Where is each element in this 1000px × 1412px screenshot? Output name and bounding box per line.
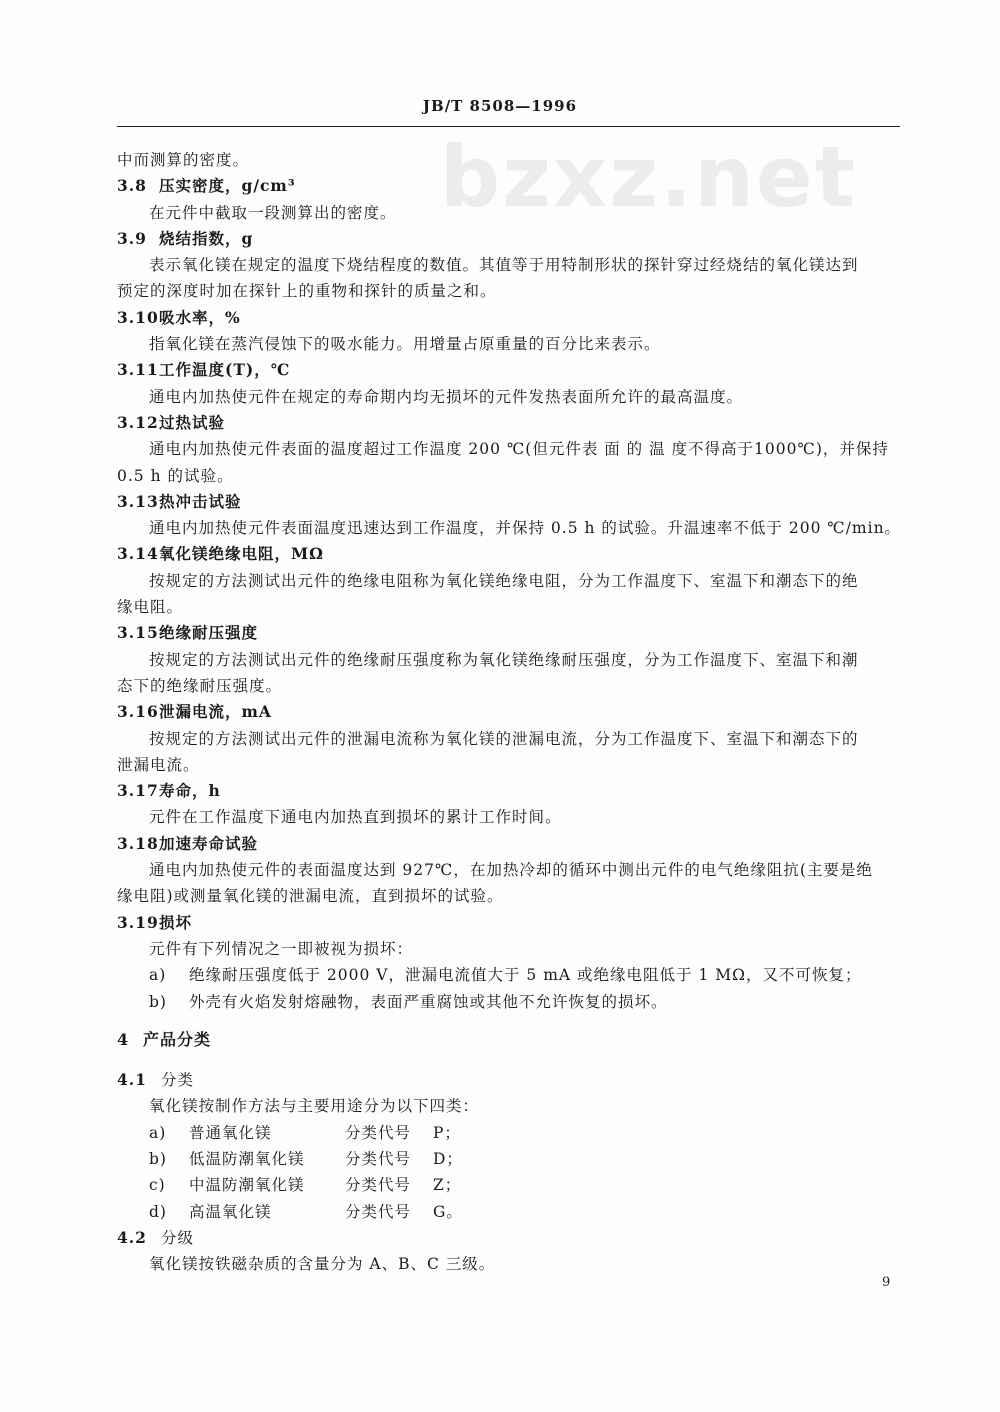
clause-heading [117,541,907,567]
clause-heading [117,699,907,725]
list-marker: b) [149,992,167,1011]
clause-title: 氧化镁绝缘电阻，MΩ [159,544,324,564]
clause-title: 寿命，h [159,781,221,801]
clause-title: 热冲击试验 [159,491,242,511]
list-text: 绝缘耐压强度低于 2000 V，泄漏电流值大于 5 mA 或绝缘电阻低于 1 MΩ，又不可恢复； [189,966,862,985]
list-text: 外壳有火焰发射熔融物，表面严重腐蚀或其他不允许恢复的损坏。 [189,992,668,1011]
paragraph-line: 通电内加热使元件表面温度迅速达到工作温度，并保持 0.5 h 的试验。升温速率不低于 200 ℃/min。 [149,519,902,538]
paragraph-line: 通电内加热使元件表面的温度超过工作温度 200 ℃(但元件表 面 的 温 度不得高于1000℃)，并保持 [149,440,889,459]
paragraph-line: 预定的深度时加在探针上的重物和探针的质量之和。 [117,282,497,301]
subsection-title: 分类 [161,1071,195,1090]
paragraph-line: 缘电阻)或测量氧化镁的泄漏电流，直到损坏的试验。 [117,887,504,906]
clause-heading [117,910,907,936]
paragraph-line: 0.5 h 的试验。 [117,466,234,485]
paragraph-line: 指氧化镁在蒸汽侵蚀下的吸水能力。用增量占原重量的百分比来表示。 [149,335,661,354]
paragraph-line: 缘电阻。 [117,598,184,617]
clause-number: 3.8 [117,176,147,196]
class-item [117,1146,907,1172]
class-name: 低温防潮氧化镁 [189,1149,305,1168]
clause-number: 3.16 [117,702,159,722]
class-name: 普通氧化镁 [189,1123,272,1142]
class-code-label: 分类代号 [345,1202,412,1221]
document-body [117,147,907,1277]
list-item [117,989,907,1015]
clause-heading [117,831,907,857]
list-marker: a) [149,966,167,985]
class-code: D； [433,1149,463,1168]
paragraph-line: 元件在工作温度下通电内加热直到损坏的累计工作时间。 [149,808,562,827]
paragraph-line: 按规定的方法测试出元件的绝缘电阻称为氧化镁绝缘电阻，分为工作温度下、室温下和潮态下的绝 [149,571,859,590]
paragraph-line: 氧化镁按铁磁杂质的含量分为 A、B、C 三级。 [149,1255,496,1274]
class-code-label: 分类代号 [345,1149,412,1168]
class-name: 中温防潮氧化镁 [189,1176,305,1195]
class-item [117,1172,907,1198]
clause-heading [117,620,907,646]
list-marker: d) [149,1202,167,1221]
class-item [117,1199,907,1225]
paragraph-line: 表示氧化镁在规定的温度下烧结程度的数值。其值等于用特制形状的探针穿过经烧结的氧化镁达到 [149,256,859,275]
clause-number: 3.12 [117,412,159,432]
class-code: P； [433,1123,461,1142]
paragraph-line: 泄漏电流。 [117,755,200,774]
paragraph-line: 在元件中截取一段测算出的密度。 [149,203,397,222]
clause-heading [117,226,907,252]
section-title: 产品分类 [143,1029,212,1049]
section-heading [117,1027,907,1053]
class-code-label: 分类代号 [345,1123,412,1142]
subsection-number: 4.2 [117,1227,147,1247]
clause-number: 3.10 [117,307,159,327]
class-item [117,1120,907,1146]
clause-title: 工作温度(T)，℃ [159,360,291,380]
header-rule [117,126,900,127]
subsection-title: 分级 [161,1228,195,1247]
page-header: JB/T 8508—1996 [422,97,578,115]
clause-title: 绝缘耐压强度 [159,623,259,643]
class-code: Z； [433,1176,462,1195]
paragraph-line: 按规定的方法测试出元件的绝缘耐压强度称为氧化镁绝缘耐压强度，分为工作温度下、室温下和潮 [149,650,859,669]
clause-number: 3.17 [117,781,159,801]
clause-number: 3.11 [117,360,159,380]
list-marker: b) [149,1149,167,1168]
paragraph-line: 通电内加热使元件在规定的寿命期内均无损坏的元件发热表面所允许的最高温度。 [149,387,744,406]
clause-heading [117,305,907,331]
class-code-label: 分类代号 [345,1176,412,1195]
paragraph-line: 元件有下列情况之一即被视为损坏： [149,939,414,958]
subsection-heading [117,1225,907,1251]
list-marker: a) [149,1123,167,1142]
clause-number: 3.14 [117,544,159,564]
clause-heading [117,489,907,515]
class-code: G。 [433,1202,463,1221]
clause-title: 泄漏电流，mA [159,702,272,722]
section-number: 4 [117,1029,130,1049]
clause-title: 压实密度，g/cm³ [159,176,296,196]
clause-title: 烧结指数，g [159,228,254,248]
class-name: 高温氧化镁 [189,1202,272,1221]
subsection-number: 4.1 [117,1070,147,1090]
clause-number: 3.18 [117,833,159,853]
clause-title: 吸水率，% [159,307,241,327]
paragraph-line: 按规定的方法测试出元件的泄漏电流称为氧化镁的泄漏电流，分为工作温度下、室温下和潮态下的 [149,729,859,748]
clause-heading [117,778,907,804]
clause-title: 加速寿命试验 [159,833,259,853]
watermark: bzxz.net [440,128,857,226]
paragraph-line: 氧化镁按制作方法与主要用途分为以下四类： [149,1097,480,1116]
list-marker: c) [149,1176,166,1195]
page-number: 9 [882,1275,891,1290]
clause-title: 损坏 [159,912,193,932]
subsection-heading [117,1067,907,1093]
clause-title: 过热试验 [159,412,226,432]
clause-heading [117,173,907,199]
paragraph-line: 态下的绝缘耐压强度。 [117,676,283,695]
clause-heading [117,410,907,436]
clause-number: 3.13 [117,491,159,511]
clause-number: 3.9 [117,228,147,248]
paragraph-line: 中而测算的密度。 [117,151,250,169]
clause-number: 3.15 [117,623,159,643]
clause-heading [117,357,907,383]
paragraph-line: 通电内加热使元件的表面温度达到 927℃，在加热冷却的循环中测出元件的电气绝缘阻抗(主要是绝 [149,861,873,880]
clause-number: 3.19 [117,912,159,932]
list-item [117,962,907,988]
